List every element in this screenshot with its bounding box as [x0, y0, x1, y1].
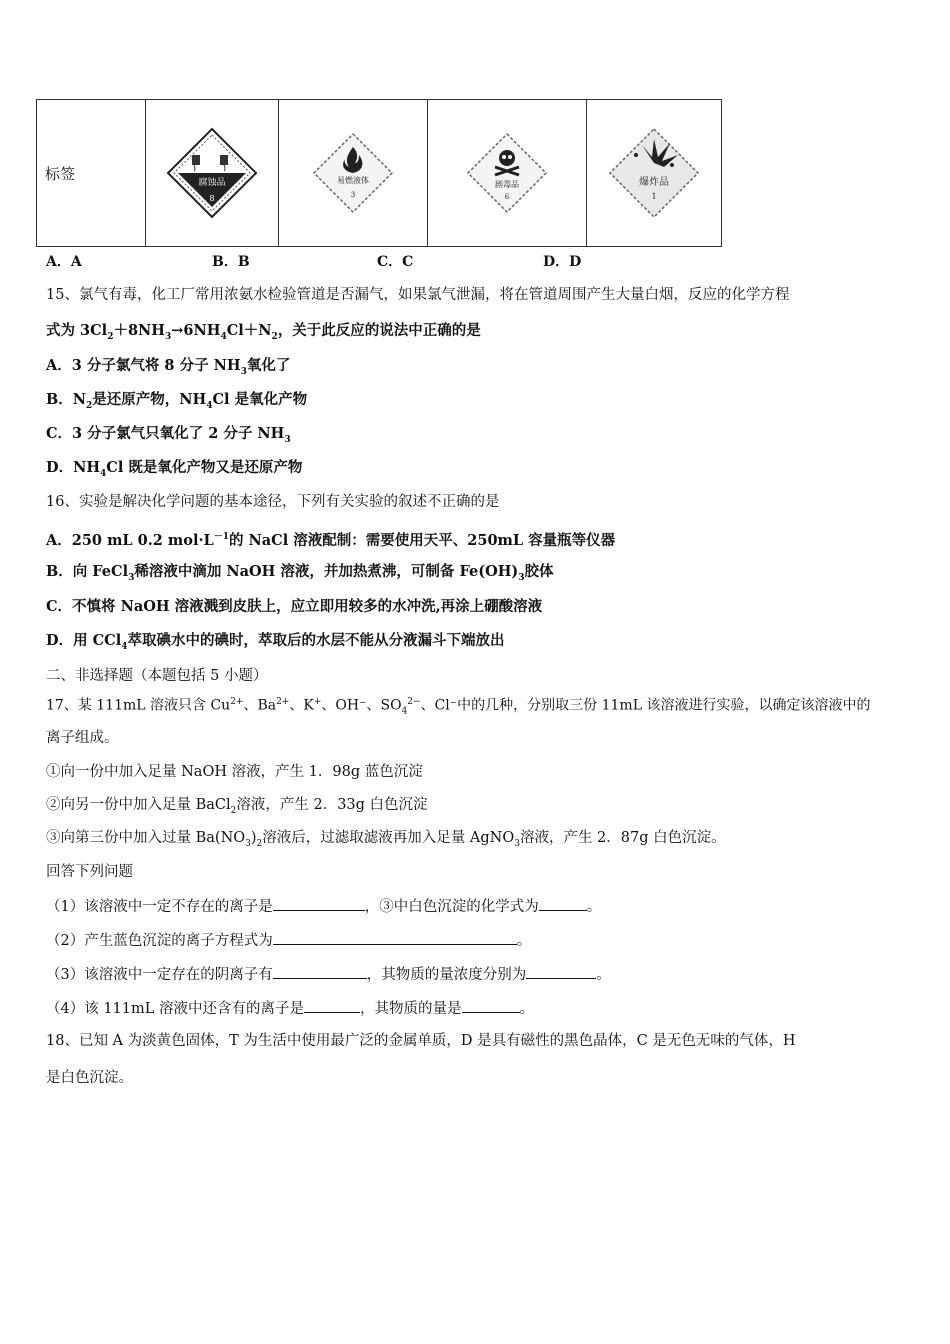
sign-num-explosive: 1 [651, 192, 657, 201]
q17-sub4: （4）该 111mL 溶液中还含有的离子是 ，其物质的量是 。 [46, 998, 534, 1019]
q16-option-c: C．不慎将 NaOH 溶液溅到皮肤上，应立即用较多的水冲洗,再涂上硼酸溶液 [46, 598, 543, 615]
sign-text-flammable: 易燃液体 [337, 176, 369, 185]
sign-cell-c [428, 100, 587, 247]
sign-text-toxic: 剧毒品 [495, 180, 519, 189]
explosive-sign-icon [606, 125, 702, 221]
q17-step1: ①向一份中加入足量 NaOH 溶液，产生 1．98g 蓝色沉淀 [46, 764, 423, 780]
answer-blank[interactable] [539, 896, 587, 911]
q17-sub3: （3）该溶液中一定存在的阴离子有 ，其物质的量浓度分别为 。 [46, 964, 611, 985]
sign-num-flammable: 3 [350, 191, 356, 199]
row-header-label: 标签 [37, 100, 146, 247]
sign-num-corrosive: 8 [209, 194, 215, 203]
q17-sub2: （2）产生蓝色沉淀的离子方程式为 。 [46, 930, 531, 951]
q14-option-a: A．A [46, 254, 82, 270]
q15-option-a: A．3 分子氯气将 8 分子 $NH_3$氧化了 [46, 357, 291, 377]
q16-option-a: A．250 mL 0.2 $mol\cdot L^{-1}$的 NaCl 溶液配制：需要使用天平、250mL 容量瓶等仪器 [46, 531, 616, 549]
q17-sub1: （1）该溶液中一定不存在的离子是 ，③中白色沉淀的化学式为 。 [46, 896, 601, 917]
q17-step2: ②向另一份中加入足量 BaCl$_2$溶液，产生 2．33g 白色沉淀 [46, 797, 428, 816]
q15-option-b: B．$N_2$是还原产物，$NH_4Cl$ 是氧化产物 [46, 391, 308, 411]
q17-step3: ③向第三份中加入过量 $Ba(NO_3)_2$溶液后，过滤取滤液再加入足量 AgNO$_3$溶液，产生 2．87g 白色沉淀。 [46, 830, 726, 849]
sign-text-explosive: 爆炸品 [639, 177, 669, 188]
flammable-liquid-sign-icon [311, 131, 395, 215]
q18-stem-line1: 18、已知 A 为淡黄色固体，T 为生活中使用最广泛的金属单质，D 是具有磁性的黑色晶体，C 是无色无味的气体，H [46, 1033, 796, 1049]
q15-option-c: C．3 分子氯气只氧化了 2 分子 $NH_3$ [46, 425, 291, 445]
q15-stem-line2: 式为 $3Cl_2+8NH_3\to 6NH_4Cl+N_2$，关于此反应的说法中正确的是 [46, 322, 481, 342]
q16-stem: 16、实验是解决化学问题的基本途径，下列有关实验的叙述不正确的是 [46, 494, 500, 510]
q18-stem-line2: 是白色沉淀。 [46, 1070, 133, 1086]
answer-blank[interactable] [526, 964, 596, 979]
sign-cell-b [279, 100, 428, 247]
q17-stem-line2: 离子组成。 [46, 730, 119, 746]
q15-stem-line1: 15、氯气有毒，化工厂常用浓氨水检验管道是否漏气，如果氯气泄漏，将在管道周围产生大量白烟，反应的化学方程 [46, 287, 790, 303]
q16-option-b: B．向 FeCl$_3$稀溶液中滴加 NaOH 溶液，并加热煮沸，可制备 $Fe(OH)_3$胶体 [46, 563, 554, 583]
sign-cell-a [146, 100, 279, 247]
corrosive-sign-icon [164, 125, 260, 221]
answer-blank[interactable] [273, 964, 367, 979]
q17-answer-prompt: 回答下列问题 [46, 864, 133, 880]
answer-blank[interactable] [273, 896, 365, 911]
q15-option-d: D．$NH_4Cl$ 既是氧化产物又是还原产物 [46, 459, 303, 479]
hazard-label-table [36, 99, 722, 247]
sign-text-corrosive: 腐蚀品 [198, 178, 226, 188]
q16-option-d: D．用 CCl$_4$萃取碘水中的碘时，萃取后的水层不能从分液漏斗下端放出 [46, 632, 505, 652]
q14-option-c: C．C [377, 254, 414, 270]
sign-cell-d [587, 100, 722, 247]
section-heading: 二、非选择题（本题包括 5 小题） [46, 668, 268, 684]
sign-num-toxic: 6 [504, 193, 510, 201]
q17-stem-line1: 17、某 111mL 溶液只含 $Cu^{2+}$、$Ba^{2+}$、K+、OH⁻、$SO_4^{2-}$、Cl⁻中的几种，分别取三份 11mL 该溶液进行实验，以确定该溶液中的 [46, 697, 871, 717]
toxic-sign-icon [465, 131, 549, 215]
answer-blank[interactable] [462, 998, 520, 1013]
q14-option-d: D．D [543, 254, 582, 270]
q14-option-b: B．B [212, 254, 250, 270]
answer-blank[interactable] [273, 930, 517, 945]
answer-blank[interactable] [304, 998, 360, 1013]
